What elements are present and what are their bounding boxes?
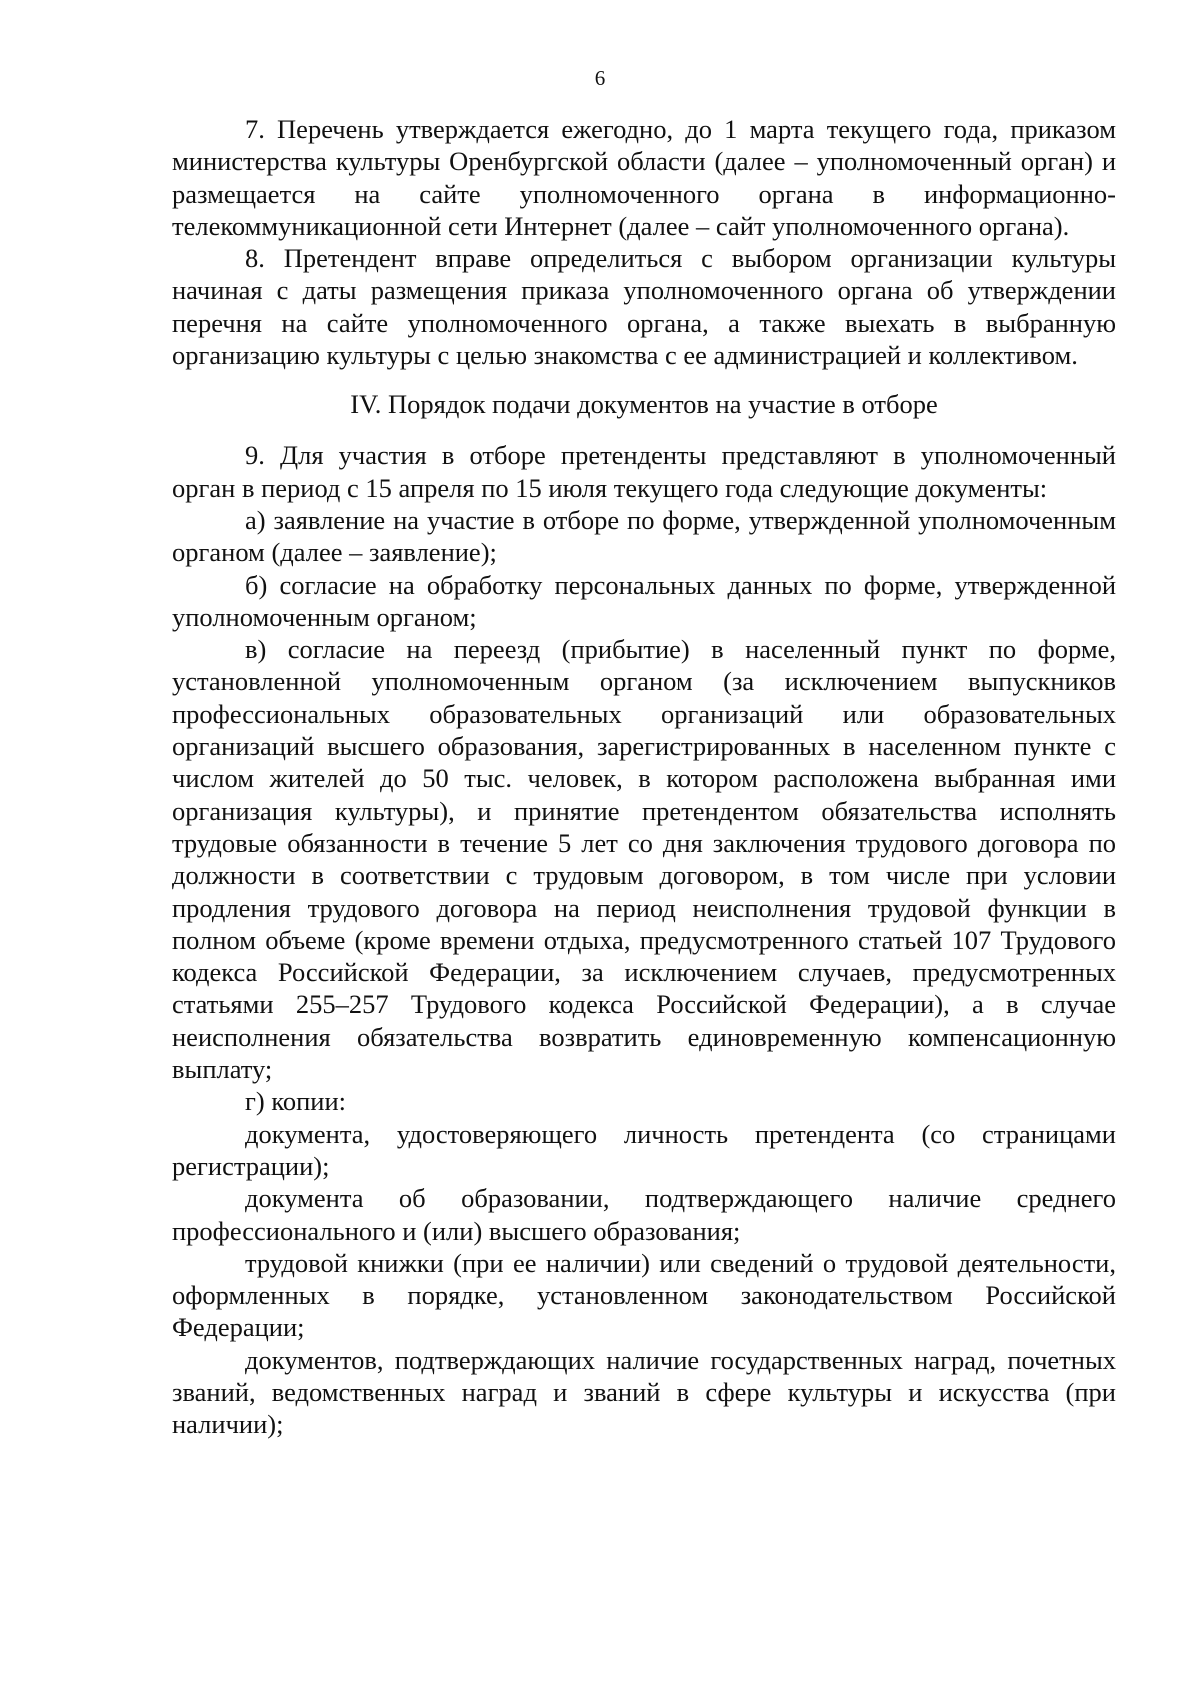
paragraph-9: 9. Для участия в отборе претенденты представляют в уполномоченный орган в период с 15 апреля по 15 июля текущего года следующие документы:	[172, 440, 1116, 503]
list-item-b: б) согласие на обработку персональных данных по форме, утвержденной уполномоченным органом;	[172, 569, 1116, 632]
copy-item-identity-document: документа, удостоверяющего личность претендента (со страницами регистрации);	[172, 1118, 1116, 1181]
section-heading: IV. Порядок подачи документов на участие в отборе	[350, 389, 938, 420]
list-item-v: в) согласие на переезд (прибытие) в населенный пункт по форме, установленной уполномоченным органом (за исключением выпускников профессиональных образовательных организаций или образовательных организаций высшего образования, зарегистрированных в населенном пункте с числом жителей до 50 тыс. человек, в котором расположена выбранная ими организация культуры), и принятие претендентом обязательства исполнять трудовые обязанности в течение 5 лет со дня заключения трудового договора по должности в соответствии с трудовым договором, в том числе при условии продления трудового договора на период неисполнения трудовой функции в полном объеме (кроме времени отдыха, предусмотренного статьей 107 Трудового кодекса Российской Федерации, за исключением случаев, предусмотренных статьями 255–257 Трудового кодекса Российской Федерации), а в случае неисполнения обязательства возвратить единовременную компенсационную выплату;	[172, 634, 1116, 1085]
list-item-g: г) копии:	[245, 1086, 347, 1117]
paragraph-8: 8. Претендент вправе определиться с выбором организации культуры начиная с даты размещения приказа уполномоченного органа об утверждении перечня на сайте уполномоченного органа, а также выехать в выбранную организацию культуры с целью знакомства с ее администрацией и коллективом.	[172, 243, 1116, 371]
copy-item-awards-documents: документов, подтверждающих наличие государственных наград, почетных званий, ведомственных наград и званий в сфере культуры и искусства (при наличии);	[172, 1344, 1116, 1440]
paragraph-7: 7. Перечень утверждается ежегодно, до 1 марта текущего года, приказом министерства культуры Оренбургской области (далее – уполномоченный орган) и размещается на сайте уполномоченного органа в информационно-телекоммуникационной сети Интернет (далее – сайт уполномоченного органа).	[172, 114, 1116, 241]
copy-item-work-record: трудовой книжки (при ее наличии) или сведений о трудовой деятельности, оформленных в порядке, установленном законодательством Российской Федерации;	[172, 1247, 1116, 1343]
list-item-a: а) заявление на участие в отборе по форме, утвержденной уполномоченным органом (далее – заявление);	[172, 504, 1116, 568]
copy-item-education-document: документа об образовании, подтверждающего наличие среднего профессионального и (или) высшего образования;	[172, 1183, 1116, 1246]
document-body	[172, 113, 1116, 1441]
page-number: 6	[594, 66, 606, 90]
